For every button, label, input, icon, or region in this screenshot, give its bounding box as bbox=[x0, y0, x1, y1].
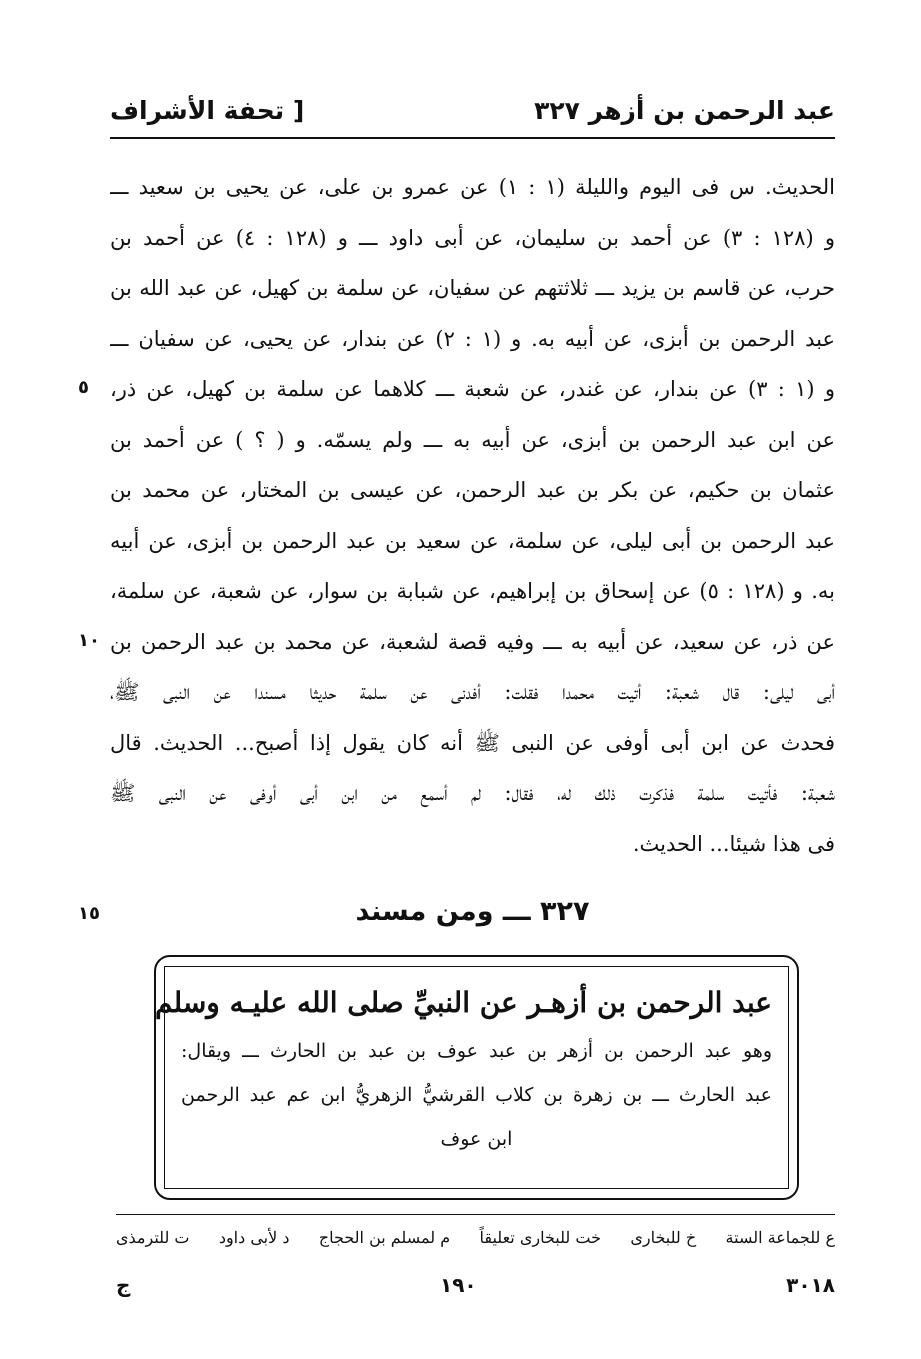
legend-item: ع للجماعة الستة bbox=[725, 1227, 835, 1247]
hadith-count: ٣٠١٨ bbox=[786, 1273, 835, 1297]
legend-item: م لمسلم بن الحجاج bbox=[318, 1227, 451, 1247]
legend-item: د لأبى داود bbox=[218, 1227, 290, 1247]
page-number: ١٩٠ bbox=[439, 1273, 477, 1297]
text-line: حرب، عن قاسم بن يزيد ـــ ثلاثتهم عن سفيان، عن سلمة بن كهيل، عن عبد الله بن bbox=[110, 276, 835, 300]
text-line: أبى ليلى: قال شعبة: أتيت محمدا فقلت: أفدنى عن سلمة حديثا مسندا عن النبى ﷺ، bbox=[110, 680, 835, 704]
abbreviation-legend bbox=[116, 1222, 835, 1252]
folio-row bbox=[116, 1268, 835, 1302]
body-text bbox=[110, 162, 835, 869]
entry-name: عبد الرحمن بن أزهـر عن النبيِّ صلى الله عليـه وسلم bbox=[154, 986, 772, 1019]
header-divider bbox=[110, 137, 835, 139]
text-line: عن ذر، عن سعيد، عن أبيه به ـــ وفيه قصة لشعبة، عن محمد بن عبد الرحمن بن bbox=[110, 629, 835, 654]
header-book-title: [ تحفة الأشراف bbox=[110, 95, 305, 125]
line-number: ٥ bbox=[78, 377, 89, 398]
entry-lineage-line: وهو عبد الرحمن بن أزهر بن عبد عوف بن عبد بن الحارث ـــ ويقال: bbox=[181, 1040, 772, 1062]
text-line: عن ابن عبد الرحمن بن أبزى، عن أبيه به ـــ ولم يسمّه. و ( ؟ ) عن أحمد بن bbox=[110, 427, 835, 452]
text-line: فحدث عن ابن أبى أوفى عن النبى ﷺ أنه كان يقول إذا أصبح... الحديث. قال bbox=[110, 730, 835, 755]
entry-lineage-line: ابن عوف bbox=[440, 1128, 513, 1150]
text-line: شعبة: فأتيت سلمة فذكرت ذلك له، فقال: لم أسمع من ابن أبى أوفى عن النبى ﷺ bbox=[110, 781, 835, 805]
footer-divider bbox=[116, 1214, 835, 1215]
entry-frame bbox=[154, 966, 789, 1189]
legend-item: خ للبخارى bbox=[630, 1227, 697, 1247]
legend-item: خت للبخارى تعليقاً bbox=[479, 1227, 601, 1247]
text-line: الحديث. س فى اليوم والليلة (١ : ١) عن عمرو بن على، عن يحيى بن سعيد ـــ bbox=[110, 175, 835, 199]
text-line: فى هذا شيئا... الحديث. bbox=[632, 831, 835, 856]
header-entry-title: عبد الرحمن بن أزهر ٣٢٧ bbox=[534, 95, 835, 125]
line-number: ١٥ bbox=[78, 903, 100, 924]
text-line: و (١ : ٣) عن بندار، عن غندر، عن شعبة ـــ كلاهما عن سلمة بن كهيل، عن ذر، bbox=[110, 377, 835, 401]
text-line: و (١٢٨ : ٣) عن أحمد بن سليمان، عن أبى داود ـــ و (١٢٨ : ٤) عن أحمد بن bbox=[110, 225, 835, 250]
text-line: به. و (١٢٨ : ٥) عن إسحاق بن إبراهيم، عن شبابة بن سوار، عن شعبة، عن سلمة، bbox=[110, 579, 835, 603]
running-header bbox=[110, 90, 835, 130]
section-heading: ٣٢٧ ـــ ومن مسند bbox=[355, 896, 590, 927]
text-line: عبد الرحمن بن أبزى، عن أبيه به. و (١ : ٢) عن بندار، عن يحيى، عن سفيان ـــ bbox=[110, 326, 835, 351]
entry-lineage-line: عبد الحارث ـــ بن زهرة بن كلاب القرشيُّ الزهريُّ ابن عم عبد الرحمن bbox=[181, 1084, 772, 1106]
text-line: عثمان بن حكيم، عن بكر بن عبد الرحمن، عن عيسى بن المختار، عن محمد بن bbox=[110, 478, 835, 502]
text-line: عبد الرحمن بن أبى ليلى، عن سلمة، عن سعيد بن عبد الرحمن بن أبزى، عن أبيه bbox=[110, 528, 835, 553]
volume-letter: ج bbox=[116, 1273, 131, 1297]
line-number: ١٠ bbox=[78, 630, 100, 651]
legend-item: ت للترمذى bbox=[116, 1227, 190, 1247]
